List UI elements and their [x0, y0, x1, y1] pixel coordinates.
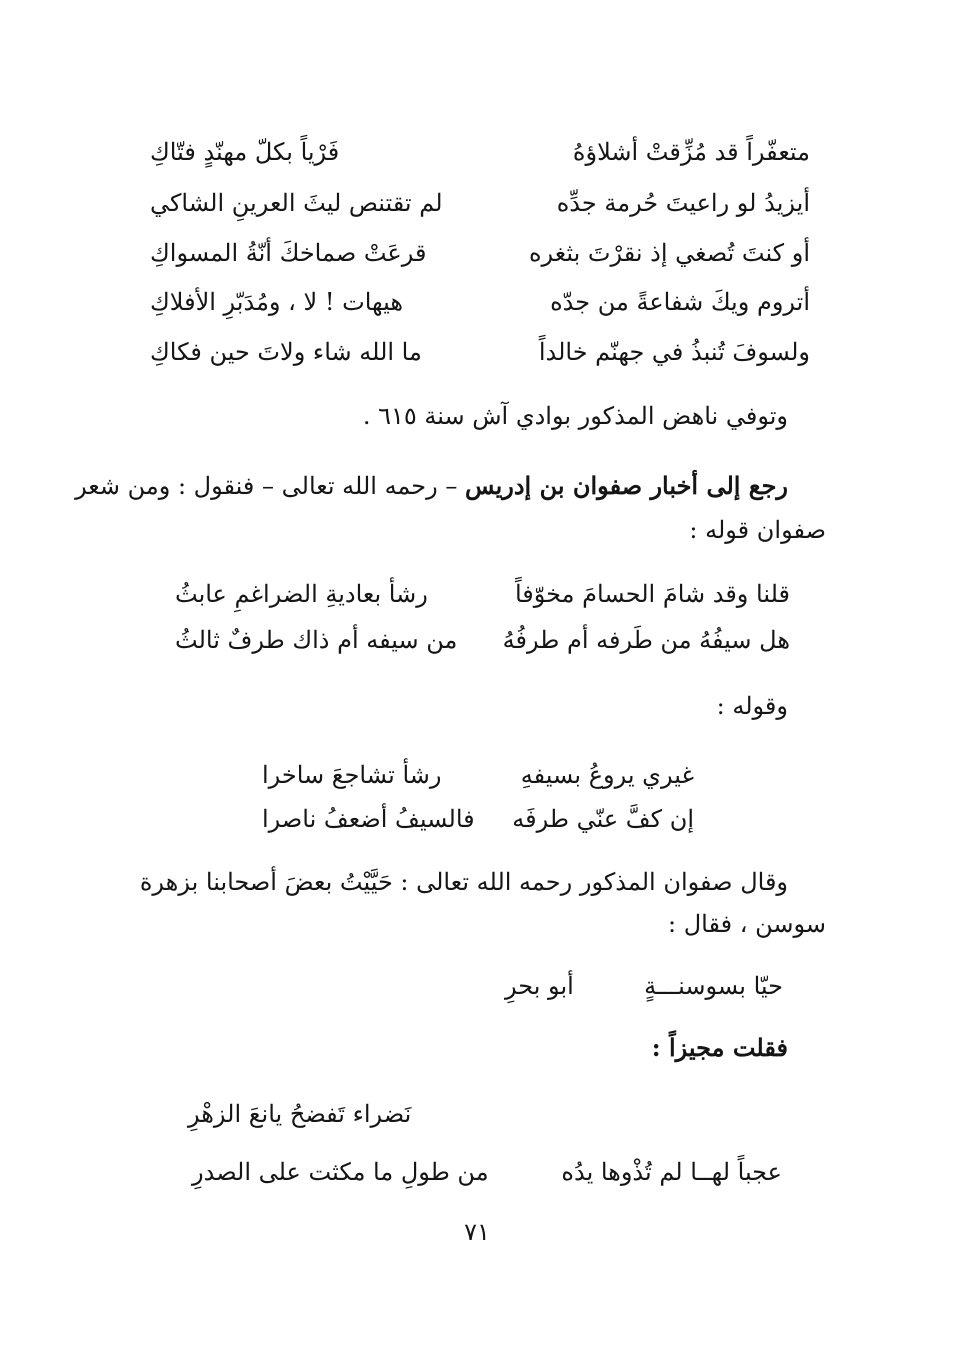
- hemistich-first: ولسوفَ تُنبذُ في جهنّم خالداً: [538, 338, 810, 366]
- verse-reply-2: [192, 1152, 782, 1192]
- poem3-verse-1: [262, 755, 694, 795]
- return-paragraph-text: – رحمه الله تعالى – فنقول : ومن شعر: [75, 472, 465, 500]
- hemistich-second: من سيفه أم ذاك طرفٌ ثالثُ: [175, 626, 458, 654]
- poem3-verse-2: [262, 799, 694, 839]
- hemistich-first: إن كفَّ عنّي طرفَه: [512, 805, 694, 833]
- poem1-verse-3: [150, 233, 810, 273]
- hemistich-first: حيّا بسوسنـــةٍ: [644, 972, 783, 1000]
- hemistich-second: من طولِ ما مكثت على الصدرِ: [192, 1158, 489, 1186]
- hemistich-first: هل سيفُهُ من طَرفه أم طرفُهُ: [502, 626, 790, 654]
- hemistich-first: أيزيدُ لو راعيتَ حُرمة جدِّه: [556, 189, 810, 217]
- poem1-verse-4: [150, 282, 810, 322]
- hemistich-second: أبو بحرِ: [505, 972, 574, 1000]
- hemistich-first: قلنا وقد شامَ الحسامَ مخوّفاً: [514, 580, 790, 608]
- hemistich-first: أو كنتَ تُصغي إذ نقرْتَ بثغره: [528, 239, 810, 267]
- poem1-verse-5: [150, 332, 810, 372]
- hemistich-second: قرعَتْ صماخكَ أنّةُ المسواكِ: [150, 239, 427, 267]
- safwan-paragraph-line-2: سوسن ، فقال :: [668, 910, 826, 938]
- hemistich-first: أتروم ويكَ شفاعةً من جدّه: [550, 288, 810, 316]
- poem2-verse-2: [175, 620, 790, 660]
- return-paragraph-line-1: [75, 468, 788, 504]
- death-note: وتوفي ناهض المذكور بوادي آش سنة ٦١٥ .: [362, 402, 788, 430]
- hemistich-second: ما الله شاء ولاتَ حين فكاكِ: [150, 338, 422, 366]
- page-number: ٧١: [464, 1218, 490, 1246]
- hemistich-first: متعفّراً قد مُزِّقتْ أشلاؤهُ: [572, 138, 810, 166]
- poem1-verse-1: [150, 132, 810, 172]
- verse-single: [505, 966, 783, 1006]
- hemistich-second: رشأ تشاجعَ ساخرا: [262, 761, 442, 789]
- hemistich-second: فَرْياً بكلّ مهنّدٍ فتّاكِ: [150, 138, 340, 166]
- verse-reply-1: نَضراء تَفضحُ يانعَ الزهْرِ: [188, 1100, 412, 1128]
- hemistich-second: هيهات ! لا ، ومُدَبّرِ الأفلاكِ: [150, 288, 403, 316]
- return-paragraph-line-2: صفوان قوله :: [689, 516, 826, 544]
- hemistich-first: عجباً لهــا لم تُذْوها يدُه: [561, 1158, 782, 1186]
- and-his-saying: وقوله :: [716, 692, 788, 720]
- poem2-verse-1: [175, 574, 790, 614]
- section-heading: رجع إلى أخبار صفوان بن إدريس: [465, 471, 788, 500]
- hemistich-first: غيري يروعُ بسيفهِ: [520, 761, 694, 789]
- then-i-said: فقلت مجيزاً :: [651, 1033, 788, 1062]
- hemistich-second: رشأ بعاديةِ الضراغمِ عابثُ: [175, 580, 428, 608]
- poem1-verse-2: [150, 183, 810, 223]
- hemistich-second: فالسيفُ أضعفُ ناصرا: [262, 805, 475, 833]
- hemistich-second: لم تقتنص ليثَ العرينِ الشاكي: [150, 189, 443, 217]
- safwan-paragraph-line-1: وقال صفوان المذكور رحمه الله تعالى : حَيَّيْتُ بعضَ أصحابنا بزهرة: [139, 868, 788, 896]
